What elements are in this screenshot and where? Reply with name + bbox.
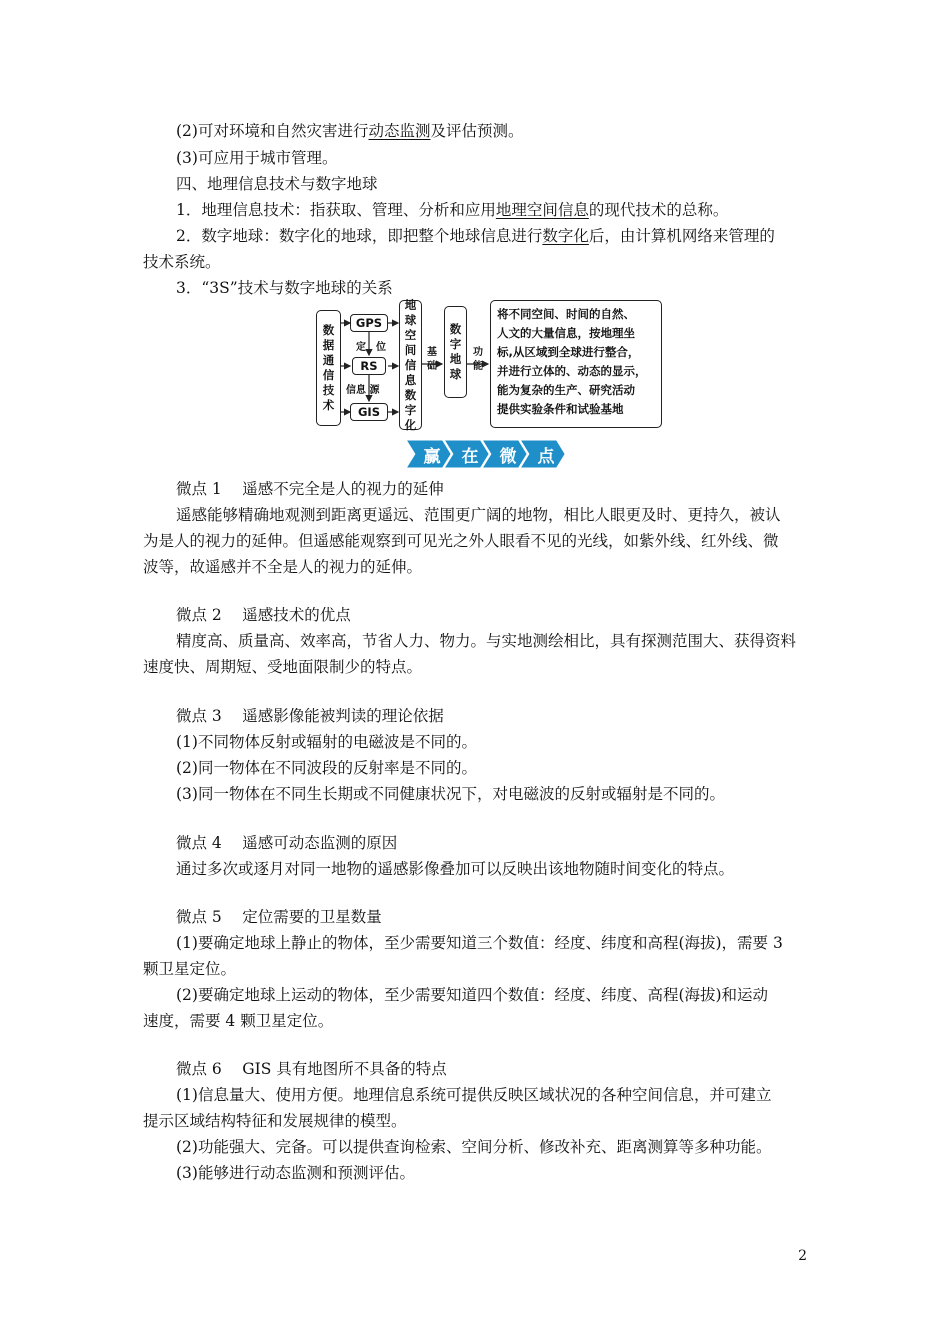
banner-char: 赢 bbox=[423, 447, 441, 467]
desc-line: 提供实验条件和试验基地 bbox=[497, 402, 624, 416]
point-2-text: 速度快、周期短、受地面限制少的特点。 bbox=[143, 658, 423, 676]
label-info-source: 信息 源 bbox=[346, 385, 380, 396]
section-heading: 四、地理信息技术与数字地球 bbox=[176, 175, 378, 193]
label-function: 功能 bbox=[473, 347, 483, 372]
line-digital-earth-cont: 技术系统。 bbox=[143, 253, 221, 271]
point-3-text: (1)不同物体反射或辐射的电磁波是不同的。 bbox=[176, 733, 477, 751]
digital-earth-box: 数字地球 bbox=[444, 306, 467, 398]
point-6-text: 提示区域结构特征和发展规律的模型。 bbox=[143, 1112, 407, 1130]
point-1-text: 遥感能够精确地观测到距离更遥远、范围更广阔的地物，相比人眼更及时、更持久，被认 bbox=[176, 506, 781, 524]
gis-box: GIS bbox=[350, 403, 388, 421]
gps-box: GPS bbox=[350, 314, 388, 332]
desc-line: 能为复杂的生产、研究活动 bbox=[497, 383, 635, 397]
banner-char: 点 bbox=[537, 447, 555, 467]
banner-char: 微 bbox=[499, 447, 517, 467]
banner-char: 在 bbox=[461, 447, 479, 467]
desc-line: 人文的大量信息，按地理坐 bbox=[497, 326, 635, 340]
desc-line: 将不同空间、时间的自然、 bbox=[497, 307, 635, 321]
text: (2)可对环境和自然灾害进行 bbox=[176, 122, 369, 140]
underlined-term: 地理空间信息 bbox=[495, 201, 589, 219]
point-4-title: 微点 4 遥感可动态监测的原因 bbox=[176, 834, 398, 852]
underlined-term: 数字化 bbox=[542, 227, 589, 245]
line-disaster-monitoring bbox=[176, 120, 524, 142]
point-6-title: 微点 6 GIS 具有地图所不具备的特点 bbox=[176, 1060, 447, 1078]
point-3-text: (3)同一物体在不同生长期或不同健康状况下，对电磁波的反射或辐射是不同的。 bbox=[176, 785, 725, 803]
point-6-text: (2)功能强大、完备。可以提供查询检索、空间分析、修改补充、距离测算等多种功能。 bbox=[176, 1138, 772, 1156]
point-3-text: (2)同一物体在不同波段的反射率是不同的。 bbox=[176, 759, 477, 777]
point-3-title: 微点 3 遥感影像能被判读的理论依据 bbox=[176, 707, 444, 725]
point-6-text: (1)信息量大、使用方便。地理信息系统可提供反映区域状况的各种空间信息，并可建立 bbox=[176, 1086, 772, 1104]
3s-relationship-diagram bbox=[316, 296, 662, 432]
point-5-title: 微点 5 定位需要的卫星数量 bbox=[176, 908, 382, 926]
text: 的现代技术的总称。 bbox=[588, 201, 729, 219]
point-6-text: (3)能够进行动态监测和预测评估。 bbox=[176, 1164, 415, 1182]
text: 2．数字地球：数字化的地球，即把整个地球信息进行 bbox=[176, 227, 543, 245]
label-basis: 基础 bbox=[427, 347, 437, 372]
text: 及评估预测。 bbox=[430, 122, 524, 140]
point-5-text: (2)要确定地球上运动的物体，至少需要知道四个数值：经度、纬度、高程(海拔)和运动 bbox=[176, 986, 769, 1004]
point-1-title: 微点 1 遥感不完全是人的视力的延伸 bbox=[176, 480, 444, 498]
point-5-text: 颗卫星定位。 bbox=[143, 960, 237, 978]
section-banner bbox=[406, 439, 566, 469]
desc-line: 标,从区域到全球进行整合， bbox=[497, 345, 640, 359]
text: 1．地理信息技术：指获取、管理、分析和应用 bbox=[176, 201, 496, 219]
label-locate: 定 位 bbox=[356, 342, 386, 353]
function-description-box bbox=[490, 300, 662, 428]
text: 后，由计算机网络来管理的 bbox=[588, 227, 775, 245]
line-geo-info-tech bbox=[176, 199, 728, 221]
data-comm-tech-box: 数据通信技术 bbox=[316, 310, 341, 426]
geo-spatial-info-digitize-box: 地球空间信息数字化 bbox=[399, 300, 422, 430]
point-2-text: 精度高、质量高、效率高，节省人力、物力。与实地测绘相比，具有探测范围大、获得资料 bbox=[176, 632, 797, 650]
underlined-term: 动态监测 bbox=[368, 122, 431, 140]
line-3s-relation: 3．“3S”技术与数字地球的关系 bbox=[176, 279, 393, 297]
desc-line: 并进行立体的、动态的显示， bbox=[497, 364, 647, 378]
line-digital-earth bbox=[176, 225, 775, 247]
point-4-text: 通过多次或逐月对同一地物的遥感影像叠加可以反映出该地物随时间变化的特点。 bbox=[176, 860, 735, 878]
point-5-text: 速度，需要 4 颗卫星定位。 bbox=[143, 1012, 334, 1030]
point-1-text: 为是人的视力的延伸。但遥感能观察到可见光之外人眼看不见的光线，如紫外线、红外线、微 bbox=[143, 532, 779, 550]
rs-box: RS bbox=[352, 357, 386, 375]
point-5-text: (1)要确定地球上静止的物体，至少需要知道三个数值：经度、纬度和高程(海拔)，需要 3 bbox=[176, 934, 783, 952]
line-city-management: (3)可应用于城市管理。 bbox=[176, 149, 338, 167]
point-2-title: 微点 2 遥感技术的优点 bbox=[176, 606, 351, 624]
point-1-text: 波等，故遥感并不全是人的视力的延伸。 bbox=[143, 558, 423, 576]
page-number: 2 bbox=[798, 1248, 807, 1264]
